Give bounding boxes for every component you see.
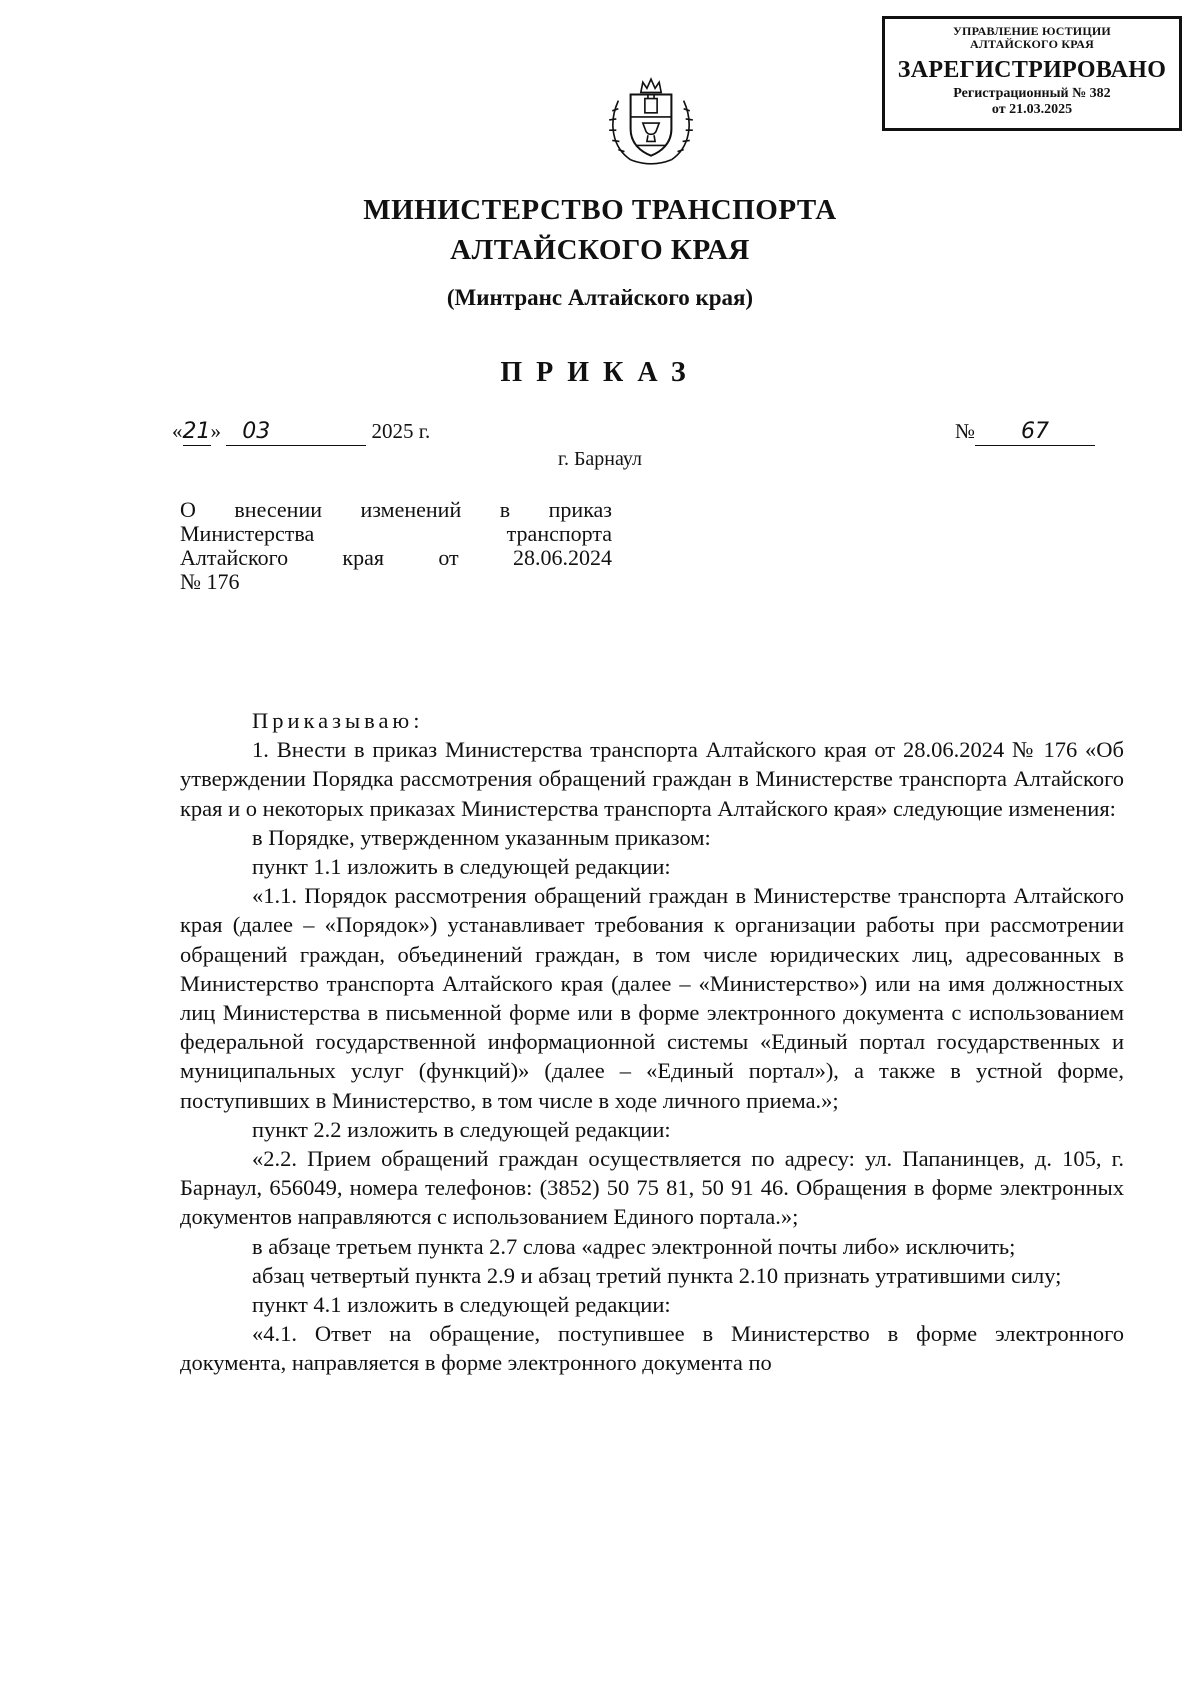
- registration-stamp: [882, 16, 1182, 131]
- number-value: 67: [975, 419, 1095, 446]
- body-paragraph: 1. Внести в приказ Министерства транспорта Алтайского края от 28.06.2024 № 176 «Об утверждении Порядка рассмотрения обращений граждан в Министерстве транспорта Алтайского края и о некоторых приказах Министерства транспорта Алтайского края» следующие изменения:: [180, 737, 1124, 821]
- ministry-short-name: (Минтранс Алтайского края): [446, 285, 754, 310]
- ministry-title-line2: АЛТАЙСКОГО КРАЯ: [450, 234, 750, 266]
- date-year: 2025 г.: [371, 419, 431, 443]
- stamp-status: ЗАРЕГИСТРИРОВАНО: [897, 57, 1167, 83]
- stamp-registration-number: Регистрационный № 382: [953, 86, 1111, 101]
- ministry-title-line1: МИНИСТЕРСТВО ТРАНСПОРТА: [363, 194, 837, 226]
- subject-line: Министерства транспорта: [180, 521, 612, 546]
- document-type: ПРИКАЗ: [500, 357, 700, 388]
- date-quote-close: »: [210, 419, 221, 443]
- body-paragraph: пункт 4.1 изложить в следующей редакции:: [252, 1292, 671, 1318]
- body-paragraph: «2.2. Прием обращений граждан осуществляется по адресу: ул. Папанинцев, д. 105, г. Барнаул, 656049, номера телефонов: (3852) 50 75 81, 50 91 46. Обращения в форме электронных документов направляются с использованием Единого портала.»;: [180, 1146, 1124, 1230]
- date-day: 21: [182, 419, 211, 444]
- body-paragraph: пункт 1.1 изложить в следующей редакции:: [252, 854, 671, 880]
- body-paragraph: в абзаце третьем пункта 2.7 слова «адрес электронной почты либо» исключить;: [252, 1233, 1016, 1259]
- order-date: [172, 418, 430, 446]
- body-paragraph: в Порядке, утвержденном указанным приказом:: [252, 824, 711, 850]
- number-label: №: [955, 419, 976, 443]
- city: г. Барнаул: [558, 448, 642, 470]
- subject-line: О внесении изменений в приказ: [180, 497, 612, 522]
- body-paragraph: «4.1. Ответ на обращение, поступившее в Министерство в форме электронного документа, направляется в форме электронного документа по: [180, 1321, 1124, 1376]
- subject-line: № 176: [180, 569, 240, 594]
- body-paragraph: абзац четвертый пункта 2.9 и абзац третий пункта 2.10 признать утратившими силу;: [252, 1262, 1062, 1288]
- altai-krai-coat-of-arms-icon: [600, 70, 702, 172]
- date-quote-open: «: [172, 419, 183, 443]
- ministry-title: [320, 190, 880, 270]
- order-body: [180, 706, 1124, 1378]
- ordering-clause: Приказываю:: [252, 708, 424, 733]
- subject-line: Алтайского края от 28.06.2024: [180, 545, 612, 570]
- stamp-date: от 21.03.2025: [991, 102, 1073, 117]
- order-number: [955, 418, 1095, 446]
- order-subject: [180, 498, 612, 594]
- body-paragraph: «1.1. Порядок рассмотрения обращений граждан в Министерстве транспорта Алтайского края (далее – «Порядок») устанавливает требования к организации работы при рассмотрении обращений граждан, объединений граждан, в том числе юридических лиц, адресованных в Министерство транспорта Алтайского края (далее – «Министерство») или на имя должностных лиц Министерства в письменной форме или в форме электронного документа с использованием федеральной государственной информационной системы «Единый портал государственных и муниципальных услуг (функций)» (далее – «Единый портал»), а также в устной форме, поступивших в Министерство, в том числе в ходе личного приема.»;: [180, 883, 1124, 1113]
- date-month: 03: [226, 419, 366, 446]
- stamp-department: УПРАВЛЕНИЕ ЮСТИЦИИ АЛТАЙСКОГО КРАЯ: [953, 24, 1111, 51]
- body-paragraph: пункт 2.2 изложить в следующей редакции:: [252, 1116, 671, 1142]
